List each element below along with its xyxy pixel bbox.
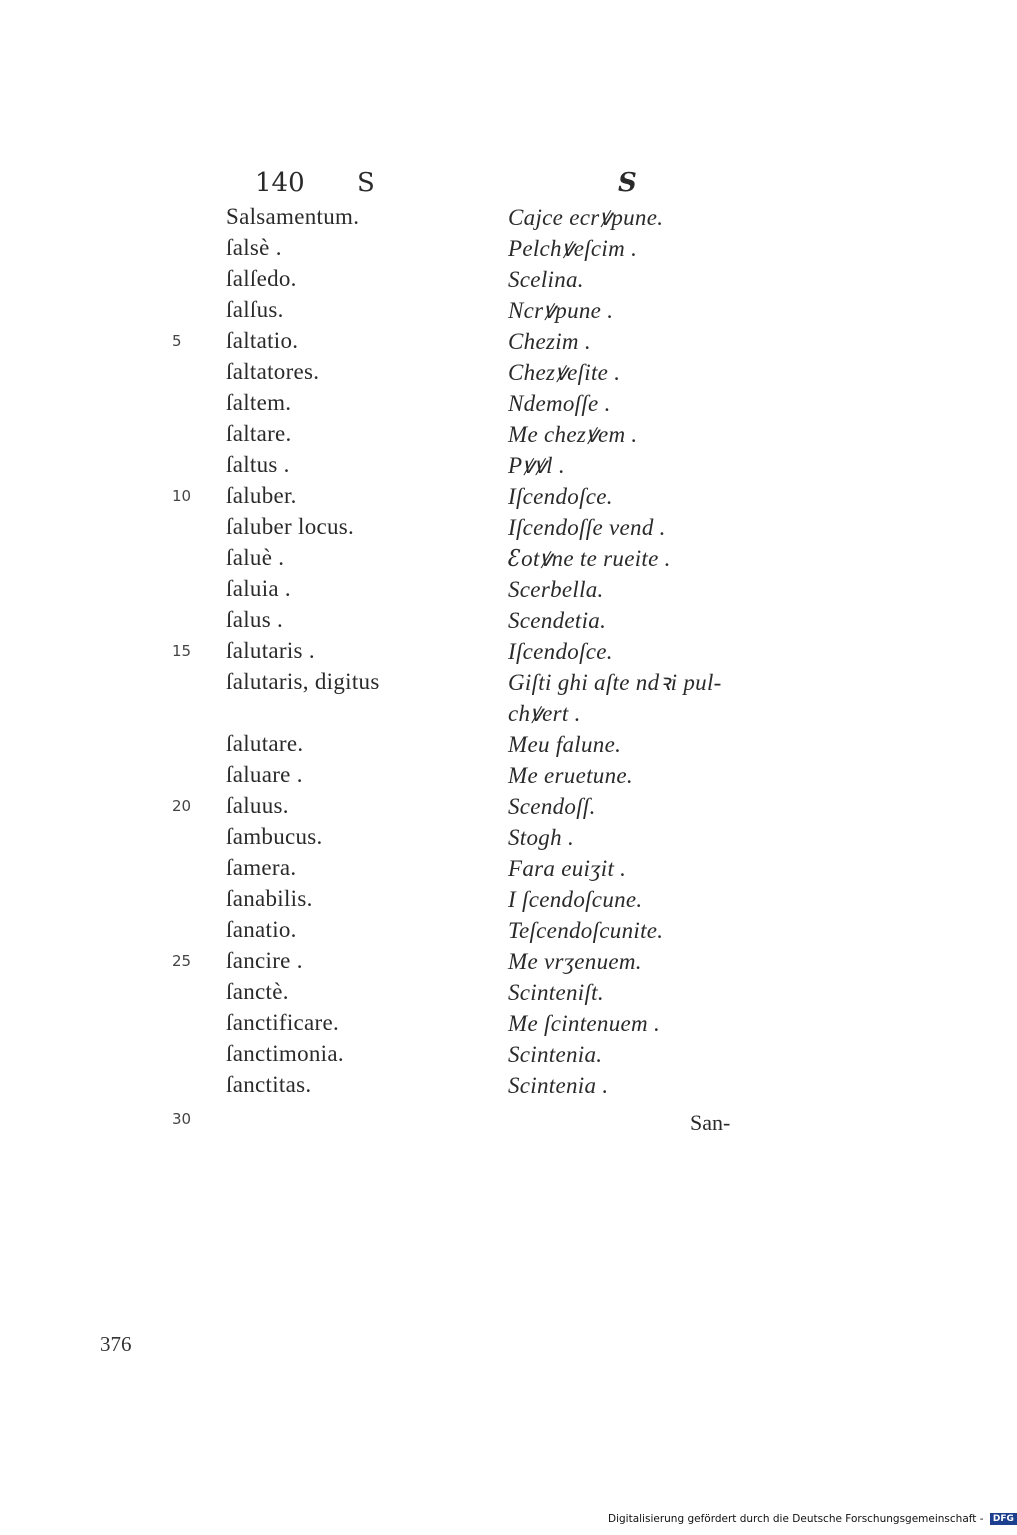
albanian-translation: Me ſcintenuem . [508, 1011, 661, 1036]
latin-headword: ſalſedo. [226, 266, 297, 291]
albanian-translation: Pꝟꝟl . [508, 453, 565, 478]
latin-headword: ſaltare. [226, 421, 292, 446]
albanian-translation: Scintenia . [508, 1073, 609, 1098]
albanian-translation: Scendetia. [508, 608, 607, 633]
latin-headword: ſaluia . [226, 576, 291, 601]
albanian-translation: Scerbella. [508, 577, 604, 602]
dfg-logo: DFG [990, 1513, 1017, 1525]
latin-headword: ſaluber locus. [226, 514, 355, 539]
latin-headword: ſaluè . [226, 545, 285, 570]
latin-headword: ſalsè . [226, 235, 282, 260]
albanian-translation: Iſcendoſſe vend . [508, 515, 666, 540]
latin-headword: ſaltus . [226, 452, 290, 477]
albanian-translation: Chezꝟeſite . [508, 360, 621, 385]
albanian-translation: Iſcendoſce. [508, 484, 613, 509]
albanian-translation: Me chezꝟem . [508, 422, 638, 447]
latin-headword: ſaluare . [226, 762, 303, 787]
albanian-translation: Scelina. [508, 267, 584, 292]
digitization-footer [608, 1513, 1017, 1525]
albanian-translation: Me eruetune. [508, 763, 633, 788]
latin-headword: ſalutaris . [226, 638, 315, 663]
latin-headword: ſanctitas. [226, 1072, 312, 1097]
latin-headword: ſanctè. [226, 979, 289, 1004]
albanian-translation: ꜫotꝟne te rueite . [508, 546, 671, 571]
line-number-30: 30 [172, 1110, 192, 1128]
line-number: 20 [172, 797, 192, 815]
albanian-translation: Giſti ghi aſte ndꝛi pul- [508, 670, 722, 695]
albanian-translation: Fara euiʒit . [508, 856, 627, 881]
line-number: 10 [172, 487, 192, 505]
latin-headword: ſamera. [226, 855, 297, 880]
latin-headword: ſalus . [226, 607, 284, 632]
latin-headword: ſanabilis. [226, 886, 313, 911]
catchword: San- [690, 1110, 731, 1135]
albanian-translation: Iſcendoſce. [508, 639, 613, 664]
albanian-translation: I ſcendoſcune. [508, 887, 643, 912]
latin-headword: ſalutare. [226, 731, 304, 756]
albanian-translation: Stogh . [508, 825, 574, 850]
latin-headword: ſanatio. [226, 917, 297, 942]
albanian-translation: Ndemoſſe . [508, 391, 611, 416]
albanian-translation: Me vrʒenuem. [508, 949, 642, 974]
albanian-translation: Scendoſſ. [508, 794, 596, 819]
latin-headword: ſaluber. [226, 483, 297, 508]
latin-headword: ſanctimonia. [226, 1041, 344, 1066]
folio-number: 140 [255, 168, 305, 198]
latin-headword: ſancire . [226, 948, 303, 973]
latin-headword: ſaltem. [226, 390, 292, 415]
line-number: 5 [172, 332, 182, 350]
latin-headword: ſaltatio. [226, 328, 299, 353]
line-number: 15 [172, 642, 192, 660]
latin-headword: ſaltatores. [226, 359, 320, 384]
latin-headword: ſalutaris, digitus [226, 669, 380, 694]
albanian-translation: Scintenia. [508, 1042, 603, 1067]
latin-headword: ſalſus. [226, 297, 284, 322]
albanian-translation: Teſcendoſcunite. [508, 918, 664, 943]
page-number: 376 [100, 1332, 132, 1356]
running-head-right: S [618, 168, 637, 198]
albanian-translation: Ncrꝟpune . [508, 298, 614, 323]
latin-headword: ſaluus. [226, 793, 289, 818]
albanian-translation: chꝟert . [508, 701, 581, 726]
albanian-translation: Cajce ecrꝟpune. [508, 205, 664, 230]
albanian-translation: Pelchꝟeſcim . [508, 236, 638, 261]
line-number: 25 [172, 952, 192, 970]
albanian-translation: Meu falune. [508, 732, 622, 757]
running-head-left: S [357, 168, 375, 198]
albanian-translation: Chezim . [508, 329, 591, 354]
footer-text: Digitalisierung gefördert durch die Deutsche Forschungsgemeinschaft - [608, 1513, 984, 1525]
latin-headword: Salsamentum. [226, 204, 360, 229]
latin-headword: ſanctificare. [226, 1010, 340, 1035]
latin-headword: ſambucus. [226, 824, 323, 849]
albanian-translation: Scinteniſt. [508, 980, 604, 1005]
